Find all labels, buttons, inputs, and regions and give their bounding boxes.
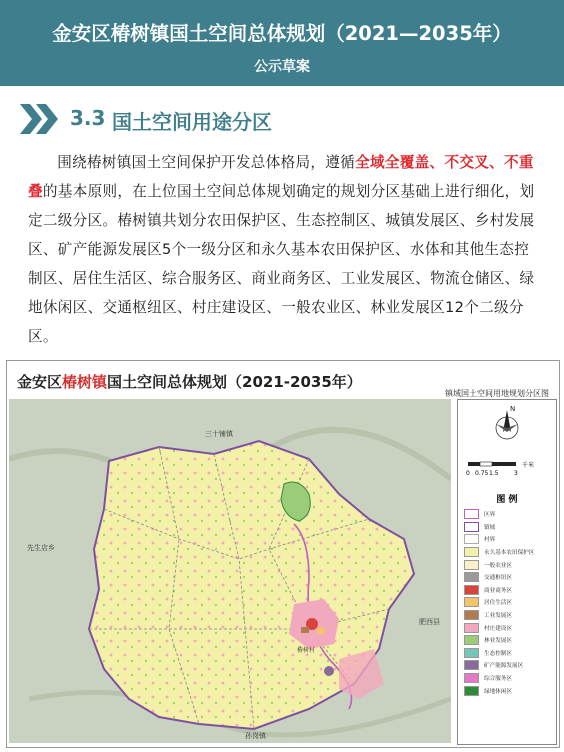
legend-label: 绿地休闲区 <box>484 688 512 695</box>
body-text-start: 围绕椿树镇国土空间保护开发总体格局，遵循 <box>57 154 356 171</box>
legend-swatch <box>464 635 479 645</box>
double-chevron-right-icon <box>18 102 62 136</box>
map-canvas <box>9 399 451 743</box>
legend-swatch <box>464 534 479 544</box>
page-title: 金安区椿树镇国土空间总体规划（2021—2035年） <box>52 22 512 45</box>
page-subtitle: 公示草案 <box>254 59 310 75</box>
legend-item <box>464 571 554 584</box>
north-label: N <box>510 405 516 413</box>
legend-item <box>464 546 554 559</box>
place-label: 肥西县 <box>419 618 440 626</box>
legend-label: 生态控制区 <box>484 650 512 657</box>
legend-swatch <box>464 547 479 557</box>
legend-list <box>464 508 554 697</box>
legend-item <box>464 659 554 672</box>
svg-text:千米: 千米 <box>522 462 535 469</box>
place-label: 孙岗镇 <box>245 732 266 740</box>
place-label: 先生店乡 <box>27 544 55 552</box>
legend-swatch <box>464 560 479 570</box>
section-number: 3.3 <box>70 106 106 130</box>
legend-label: 村界 <box>484 537 496 544</box>
legend-item <box>464 672 554 685</box>
legend-label: 居住生活区 <box>484 600 512 607</box>
legend-swatch <box>464 572 479 582</box>
zoning-map <box>9 399 451 743</box>
legend-swatch <box>464 673 479 683</box>
legend-item <box>464 596 554 609</box>
header-banner <box>0 0 564 86</box>
legend-swatch <box>464 660 479 670</box>
place-label: 椿树村 <box>297 647 316 654</box>
legend-swatch <box>464 522 479 532</box>
legend-label: 综合服务区 <box>484 676 512 683</box>
legend-item <box>464 584 554 597</box>
legend-swatch <box>464 623 479 633</box>
legend-item <box>464 533 554 546</box>
legend-label: 交通枢纽区 <box>484 575 512 582</box>
legend-item <box>464 521 554 534</box>
legend-swatch <box>464 610 479 620</box>
legend-label: 林业发展区 <box>484 638 512 645</box>
legend-swatch <box>464 585 479 595</box>
svg-text:0.75: 0.75 <box>475 470 489 477</box>
legend-item <box>464 634 554 647</box>
scale-bar <box>462 458 554 488</box>
legend-label: 村庄建设区 <box>484 625 512 632</box>
legend-swatch <box>464 509 479 519</box>
legend-label: 矿产能源发展区 <box>484 663 524 670</box>
svg-text:0: 0 <box>466 470 470 477</box>
map-subtitle: 镇域国土空间用地规划分区图 <box>445 389 549 398</box>
legend-label: 工业发展区 <box>484 613 512 620</box>
legend-label: 镇域 <box>484 524 496 531</box>
legend-title: 图 例 <box>496 495 518 505</box>
map-title: 金安区椿树镇国土空间总体规划（2021-2035年） <box>17 373 362 391</box>
svg-text:3: 3 <box>514 470 518 477</box>
section-title: 国土空间用途分区 <box>112 110 272 134</box>
highlight-principle: 全域全覆盖、不交叉、不重叠 <box>28 154 534 200</box>
zoning-map-figure <box>6 360 560 748</box>
legend-swatch <box>464 686 479 696</box>
map-legend <box>457 399 557 745</box>
legend-label: 一般农业区 <box>484 562 512 569</box>
legend-item <box>464 621 554 634</box>
legend-item <box>464 558 554 571</box>
legend-item <box>464 647 554 660</box>
body-paragraph <box>28 148 540 351</box>
place-label: 三十铺镇 <box>205 430 233 438</box>
legend-item <box>464 508 554 521</box>
legend-swatch <box>464 648 479 658</box>
legend-item <box>464 684 554 697</box>
legend-label: 商业商务区 <box>484 587 512 594</box>
legend-label: 区界 <box>484 512 496 519</box>
legend-label: 永久基本农田保护区 <box>484 550 535 557</box>
svg-text:1.5: 1.5 <box>489 470 499 477</box>
legend-item <box>464 609 554 622</box>
body-text-rest: 的基本原则，在上位国土空间总体规划确定的规划分区基础上进行细化，划定二级分区。椿树镇共划分农田保护区、生态控制区、城镇发展区、乡村发展区、矿产能源发展区5个一级分区和永久基本农田保护区、水体和其他生态控制区、居住生活区、综合服务区、商业商务区、工业发展区、物流仓储区、绿地休闲区、交通枢纽区、村庄建设区、一般农业区、林业发展区12个二级分区。 <box>28 183 535 345</box>
legend-swatch <box>464 597 479 607</box>
north-arrow-icon <box>492 404 522 452</box>
